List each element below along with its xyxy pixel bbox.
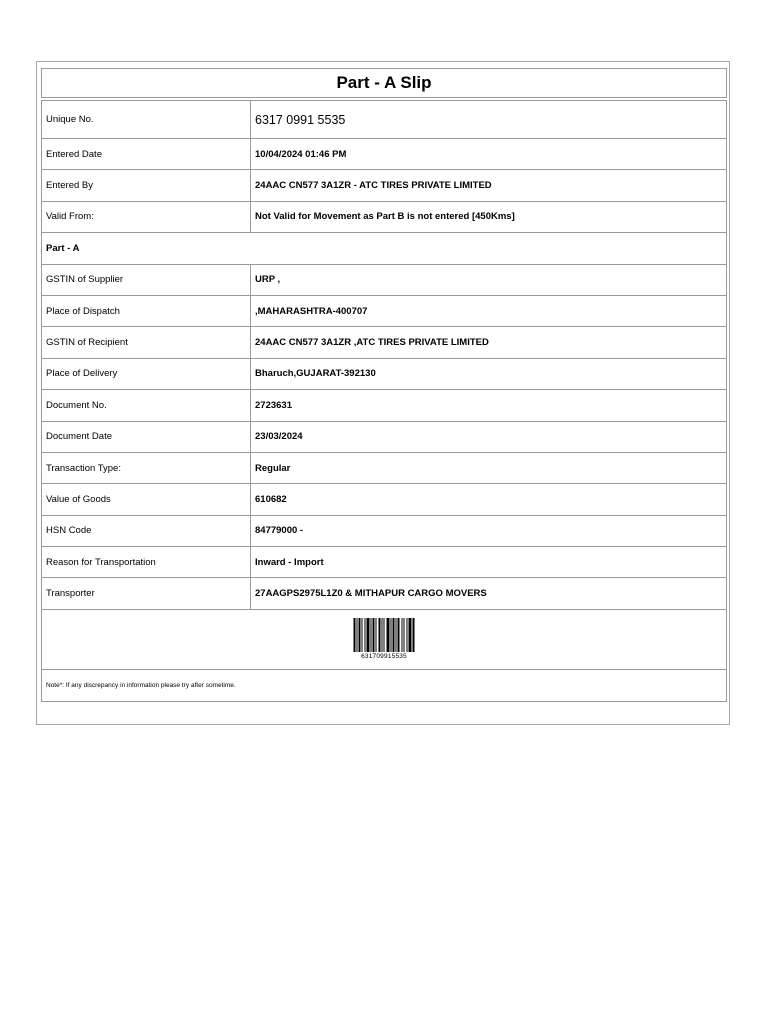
row-valid-from	[42, 201, 727, 232]
row-value: Regular	[251, 452, 727, 483]
barcode	[42, 618, 726, 660]
row-label: Place of Delivery	[42, 358, 251, 389]
row-reason-for-transportation	[42, 547, 727, 578]
slip-table	[41, 100, 727, 702]
row-label: Transporter	[42, 578, 251, 609]
note-row	[42, 669, 727, 701]
row-label: GSTIN of Supplier	[42, 264, 251, 295]
row-label: Document Date	[42, 421, 251, 452]
row-label: Unique No.	[42, 101, 251, 139]
row-label: Reason for Transportation	[42, 547, 251, 578]
row-label: HSN Code	[42, 515, 251, 546]
row-value: 10/04/2024 01:46 PM	[251, 139, 727, 170]
row-entered-date	[42, 139, 727, 170]
row-value: 27AAGPS2975L1Z0 & MITHAPUR CARGO MOVERS	[251, 578, 727, 609]
row-transaction-type	[42, 452, 727, 483]
row-label: GSTIN of Recipient	[42, 327, 251, 358]
row-gstin-supplier	[42, 264, 727, 295]
row-label: Valid From:	[42, 201, 251, 232]
row-label: Document No.	[42, 390, 251, 421]
row-value: Not Valid for Movement as Part B is not entered [450Kms]	[251, 201, 727, 232]
row-gstin-recipient	[42, 327, 727, 358]
row-value: URP ,	[251, 264, 727, 295]
row-label: Transaction Type:	[42, 452, 251, 483]
row-place-of-dispatch	[42, 295, 727, 326]
row-unique-no	[42, 101, 727, 139]
section-part-a	[42, 233, 727, 264]
row-entered-by	[42, 170, 727, 201]
row-transporter	[42, 578, 727, 609]
row-value: ,MAHARASHTRA-400707	[251, 295, 727, 326]
row-place-of-delivery	[42, 358, 727, 389]
row-value: 84779000 -	[251, 515, 727, 546]
barcode-icon	[348, 618, 420, 652]
row-value: 2723631	[251, 390, 727, 421]
barcode-number: 631709915535	[361, 653, 407, 661]
slip-inner	[41, 68, 727, 702]
row-hsn-code	[42, 515, 727, 546]
row-value: 24AAC CN577 3A1ZR - ATC TIRES PRIVATE LIMITED	[251, 170, 727, 201]
row-value-of-goods	[42, 484, 727, 515]
row-label: Entered By	[42, 170, 251, 201]
row-value: 23/03/2024	[251, 421, 727, 452]
row-value: 610682	[251, 484, 727, 515]
row-value: Bharuch,GUJARAT-392130	[251, 358, 727, 389]
row-label: Entered Date	[42, 139, 251, 170]
barcode-row	[42, 609, 727, 669]
row-value: 24AAC CN577 3A1ZR ,ATC TIRES PRIVATE LIMITED	[251, 327, 727, 358]
row-value: Inward - Import	[251, 547, 727, 578]
row-document-no	[42, 390, 727, 421]
row-label: Place of Dispatch	[42, 295, 251, 326]
barcode-cell	[42, 609, 727, 669]
note-text: Note*: If any discrepancy in information please try after sometime.	[42, 669, 727, 701]
row-document-date	[42, 421, 727, 452]
part-a-slip	[36, 61, 730, 725]
section-title: Part - A	[42, 233, 727, 264]
row-label: Value of Goods	[42, 484, 251, 515]
slip-title: Part - A Slip	[41, 68, 727, 98]
row-value: 6317 0991 5535	[251, 101, 727, 139]
